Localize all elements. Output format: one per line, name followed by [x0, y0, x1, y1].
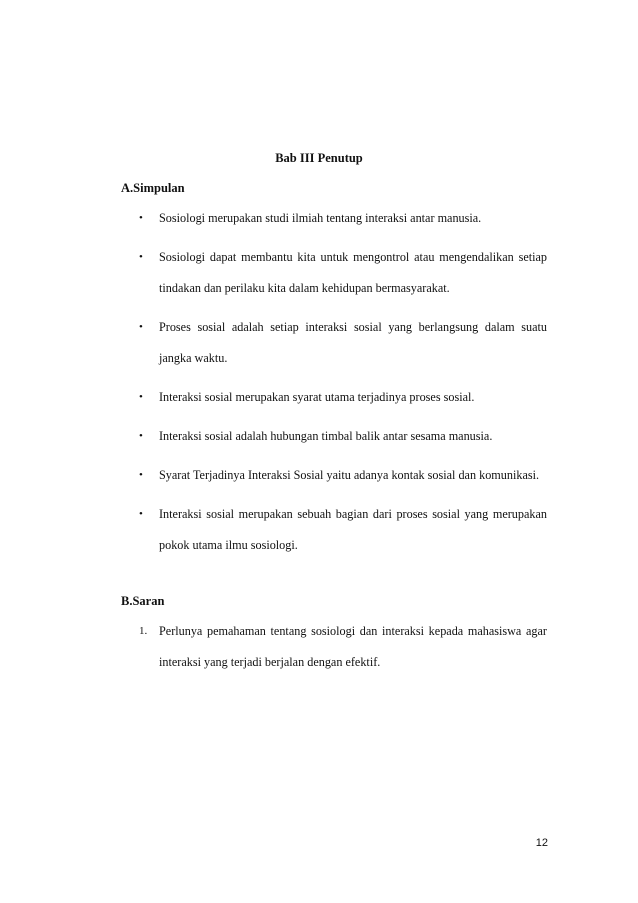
saran-list	[121, 616, 547, 686]
list-item	[121, 382, 547, 413]
bullet-icon: •	[139, 508, 143, 520]
simpulan-heading: A.Simpulan	[121, 181, 185, 195]
list-item	[121, 242, 547, 304]
list-item-text: Syarat Terjadinya Interaksi Sosial yaitu adanya kontak sosial dan komunikasi.	[159, 468, 540, 482]
bullet-icon: •	[139, 321, 143, 333]
list-item-text: Interaksi sosial merupakan sebuah bagian dari proses sosial yang merupakan pokok utama ilmu sosiologi.	[159, 507, 547, 552]
list-item	[121, 421, 547, 452]
bullet-icon: •	[139, 391, 143, 403]
list-item	[121, 616, 547, 678]
page-title: Bab III Penutup	[275, 151, 363, 165]
list-item-text: Sosiologi merupakan studi ilmiah tentang interaksi antar manusia.	[159, 211, 482, 225]
bullet-icon: •	[139, 212, 143, 224]
list-item	[121, 312, 547, 374]
bullet-icon: •	[139, 469, 143, 481]
saran-heading: B.Saran	[121, 594, 165, 608]
list-item	[121, 499, 547, 561]
page-number: 12	[535, 837, 548, 849]
list-item-text: Interaksi sosial adalah hubungan timbal balik antar sesama manusia.	[159, 429, 493, 443]
list-number: 1.	[139, 625, 148, 637]
bullet-icon: •	[139, 251, 143, 263]
list-item-text: Interaksi sosial merupakan syarat utama terjadinya proses sosial.	[159, 390, 475, 404]
bullet-icon: •	[139, 430, 143, 442]
simpulan-list	[121, 203, 547, 569]
list-item	[121, 203, 547, 234]
list-item	[121, 460, 547, 491]
list-item-text: Sosiologi dapat membantu kita untuk mengontrol atau mengendalikan setiap tindakan dan perilaku kita dalam kehidupan bermasyarakat.	[159, 250, 547, 295]
list-item-text: Perlunya pemahaman tentang sosiologi dan interaksi kepada mahasiswa agar interaksi yang terjadi berjalan dengan efektif.	[159, 624, 547, 669]
list-item-text: Proses sosial adalah setiap interaksi sosial yang berlangsung dalam suatu jangka waktu.	[159, 320, 547, 365]
